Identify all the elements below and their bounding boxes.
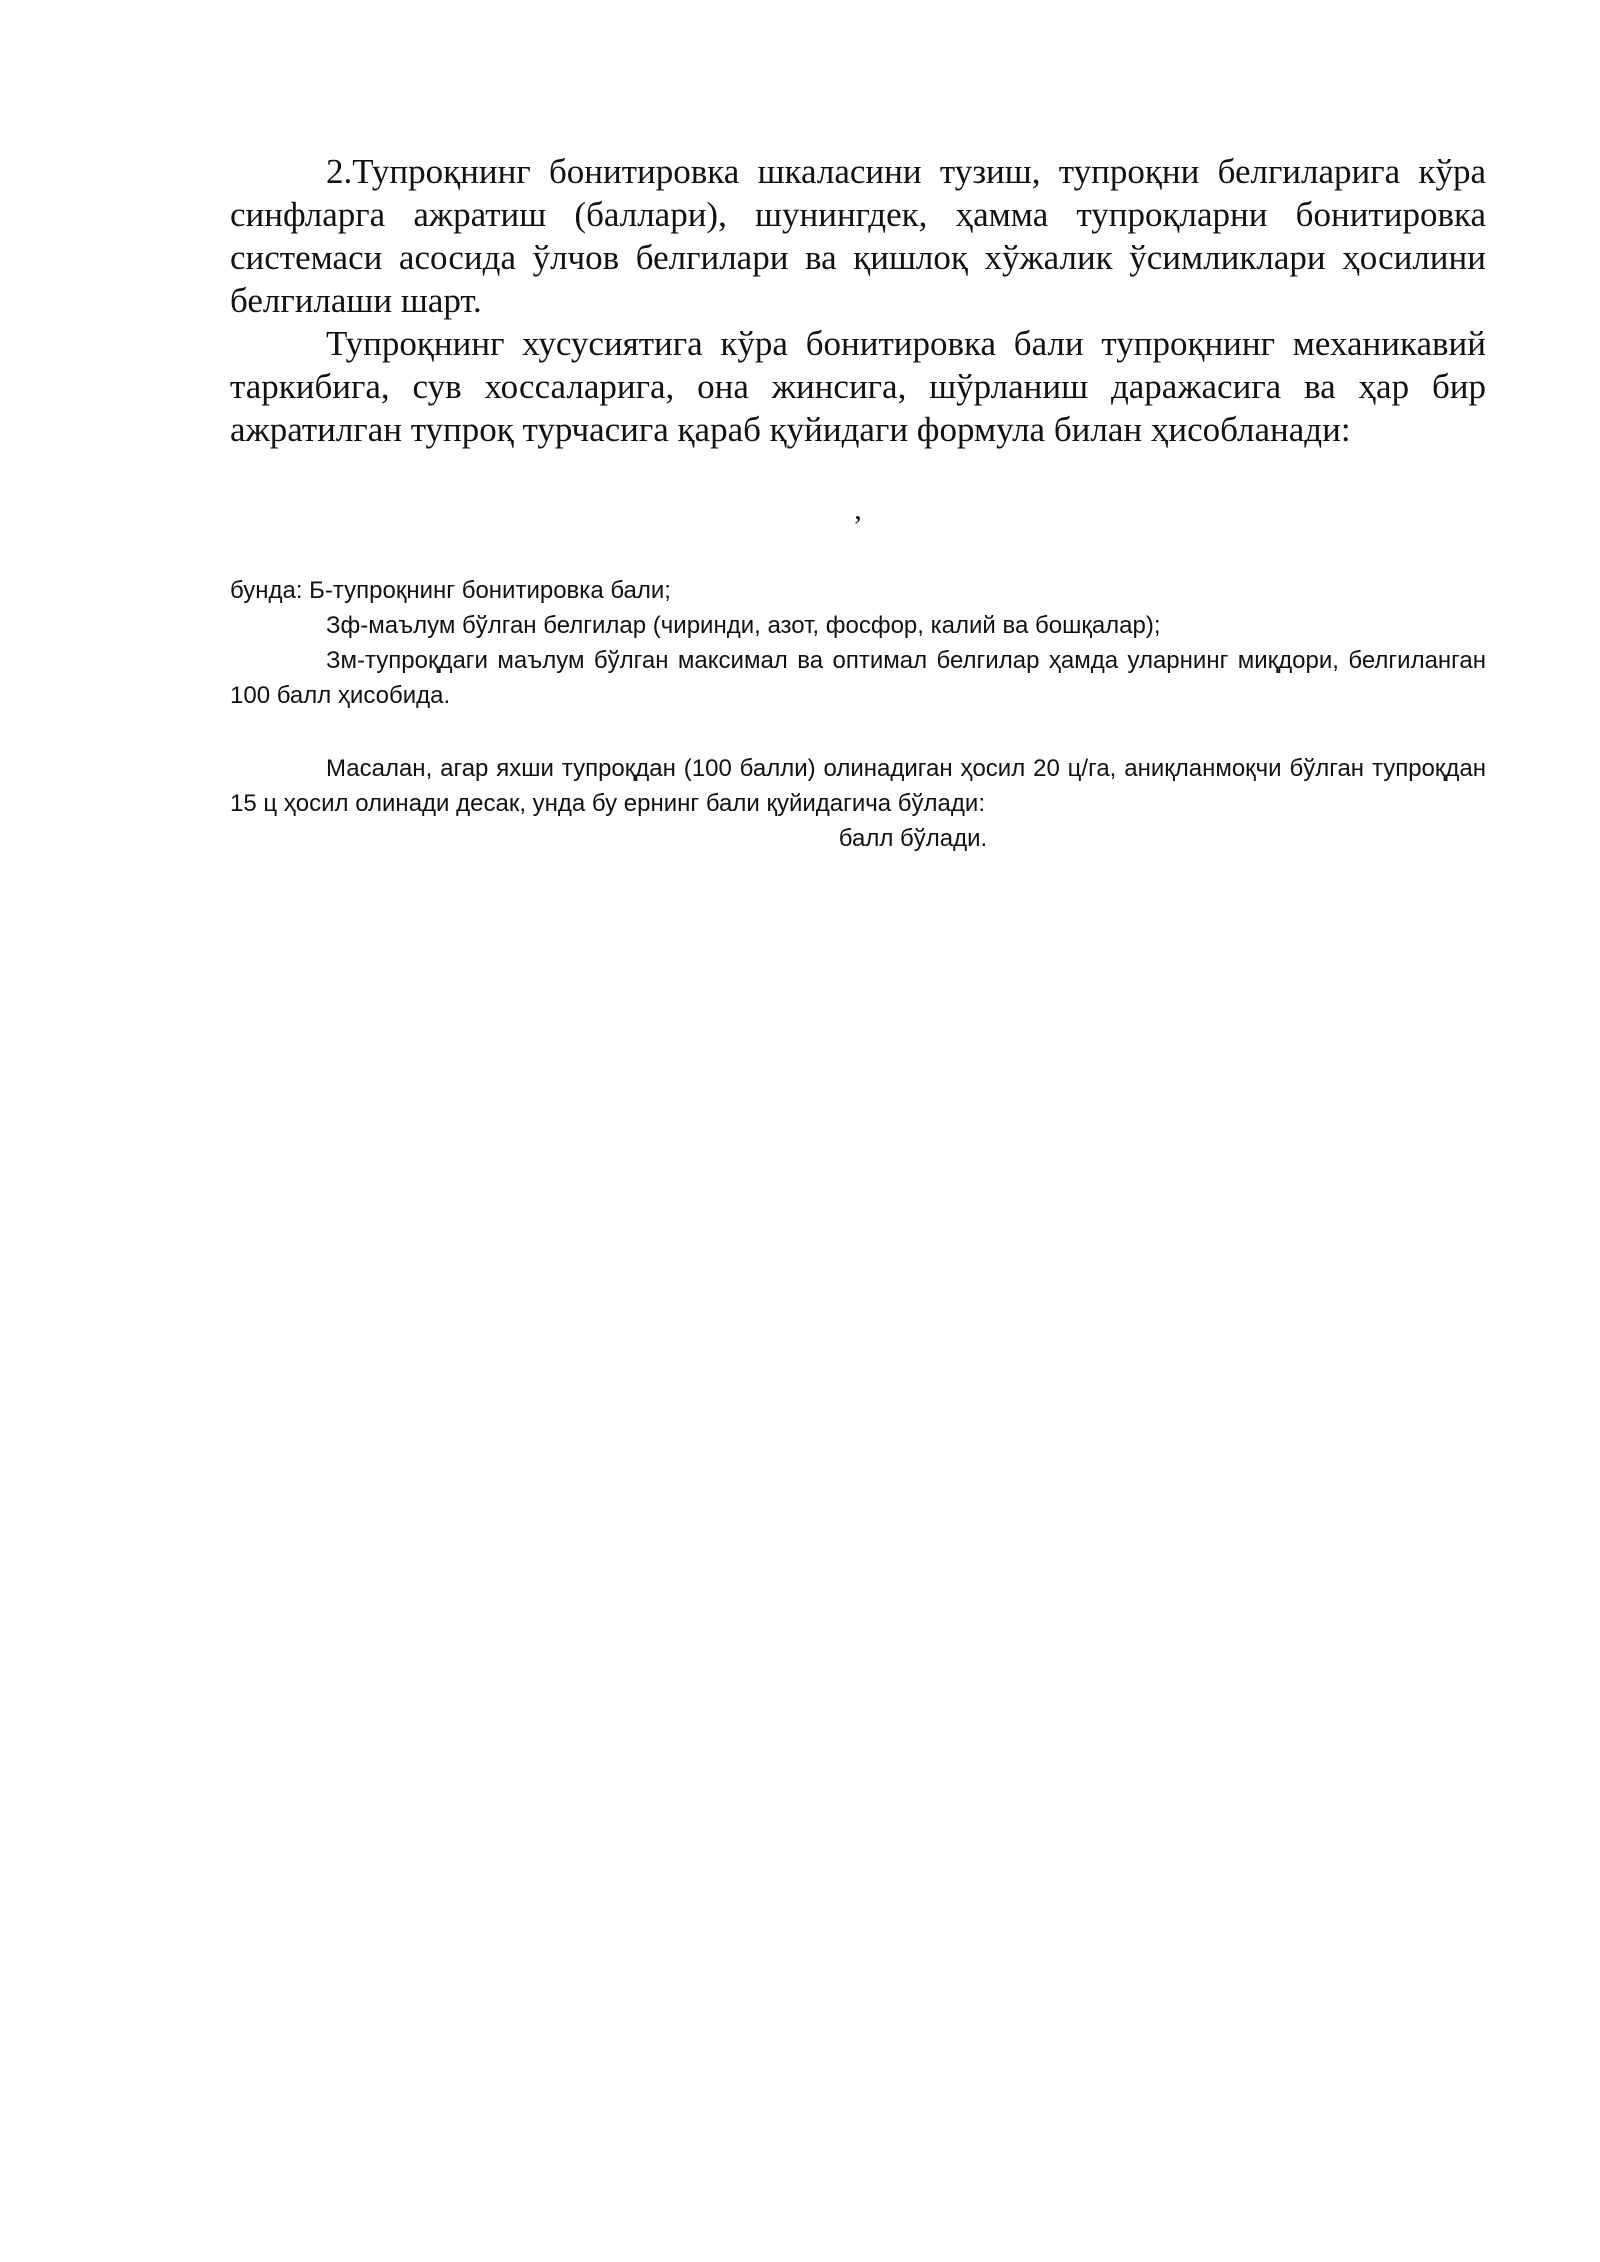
definition-zf: Зф-маълум бўлган белгилар (чиринди, азот, фосфор, калий ва бошқалар); [326,612,1161,639]
formula-placeholder: , [854,493,862,526]
definition-zm: Зм-тупроқдаги маълум бўлган максимал ва оптимал белгилар ҳамда уларнинг миқдори, белгиланган 100 балл ҳисобида. [230,647,1486,709]
document-body [230,150,1486,856]
paragraph-bonitet-formula-intro: Тупроқнинг хусусиятига кўра бонитировка бали тупроқнинг механикавий таркибига, сув хоссаларига, она жинсига, шўрланиш даражасига ва ҳар бир ажратилган тупроқ турчасига қараб қуйидаги формула билан ҳисобланади: [230,324,1486,449]
paragraph-bonitet-scale: 2.Тупроқнинг бонитировка шкаласини тузиш, тупроқни белгиларига кўра синфларга ажратиш (баллари), шунингдек, ҳамма тупроқларни бонитировка системаси асосида ўлчов белгилари ва қишлоқ хўжалик ўсимликлари ҳосилини белгилаши шарт. [230,152,1486,320]
definition-b: бунда: Б-тупроқнинг бонитировка бали; [230,577,671,604]
example-paragraph: Масалан, агар яхши тупроқдан (100 балли) олинадиган ҳосил 20 ц/га, аниқланмоқчи бўлган тупроқдан 15 ц ҳосил олинади десак, унда бу ернинг бали қуйидагича бўлади: [230,755,1486,817]
formula-definitions [230,573,1486,713]
example-result: балл бўлади. [838,825,988,852]
example-block [230,751,1486,856]
